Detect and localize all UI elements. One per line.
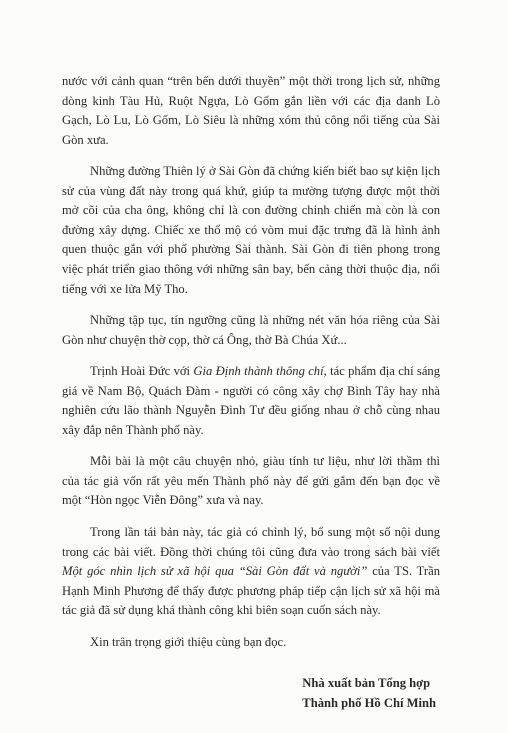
paragraph-2: Những đường Thiên lý ở Sài Gòn đã chứng kiến biết bao sự kiện lịch sử của vùng đất này trong quá khứ, giúp ta mường tượng được một thời mở cõi của cha ông, không chỉ là con đường chinh chiến mà còn là con đường xây dựng. Chiếc xe thổ mộ có vòm mui đặc trưng đã là hình ảnh quen thuộc gắn với phố phường Sài thành. Sài Gòn đi tiên phong trong việc phát triển giao thông với những sân bay, bến cảng thời thuộc địa, nổi tiếng với xe lửa Mỹ Tho. xyxy=(62,164,440,296)
signature-line-2: Thành phố Hồ Chí Minh xyxy=(302,696,436,710)
paragraph-5: Mỗi bài là một câu chuyện nhỏ, giàu tính tư liệu, như lời thầm thì của tác giả vốn rất yêu mến Thành phố này để gửi gắm đến bạn đọc về một “Hòn ngọc Viễn Đông” xưa và nay. xyxy=(62,454,440,508)
paragraph-3: Những tập tục, tín ngưỡng cũng là những nét văn hóa riêng của Sài Gòn như chuyện thờ cọp, thờ cá Ông, thờ Bà Chúa Xứ... xyxy=(62,313,440,347)
paragraph-1: nước với cảnh quan “trên bến dưới thuyền” một thời trong lịch sử, những dòng kinh Tàu Hủ, Ruột Ngựa, Lò Gốm gắn liền với các địa danh Lò Gạch, Lò Lu, Lò Gốm, Lò Siêu là những xóm thủ công nổi tiếng của Sài Gòn xưa. xyxy=(62,74,440,147)
publisher-signature xyxy=(302,673,436,713)
paragraph-4-start: Trịnh Hoài Đức với xyxy=(90,364,194,378)
paragraph-6 xyxy=(62,523,440,621)
paragraph-4-end: , tác phẩm địa chí sáng giá về Nam Bộ, Quách Đàm - người có công xây chợ Bình Tây hay nhà nghiên cứu lão thành Nguyễn Đình Tư đều giống nhau ở chỗ cùng nhau xây đắp nên Thành phố này. xyxy=(62,364,441,437)
paragraph-7: Xin trân trọng giới thiệu cùng bạn đọc. xyxy=(90,635,287,649)
paragraph-4 xyxy=(62,362,440,440)
book-title-gia-dinh: Gia Định thành thông chí xyxy=(193,364,324,378)
article-title: Một góc nhìn lịch sử xã hội qua “Sài Gòn đất và người” xyxy=(62,564,368,579)
paragraph-6-end: của TS. Trần Hạnh Minh Phương để thấy được phương pháp tiếp cận lịch sử xã hội mà tác giả đã sử dụng khá thành công khi biên soạn cuốn sách này. xyxy=(62,564,440,618)
signature-line-1: Nhà xuất bản Tổng hợp xyxy=(302,676,431,690)
paragraph-6-start: Trong lần tái bản này, tác giả có chỉnh lý, bổ sung một số nội dung trong các bài viết. Đồng thời chúng tôi cũng đưa vào trong sách bài viết xyxy=(62,525,440,559)
